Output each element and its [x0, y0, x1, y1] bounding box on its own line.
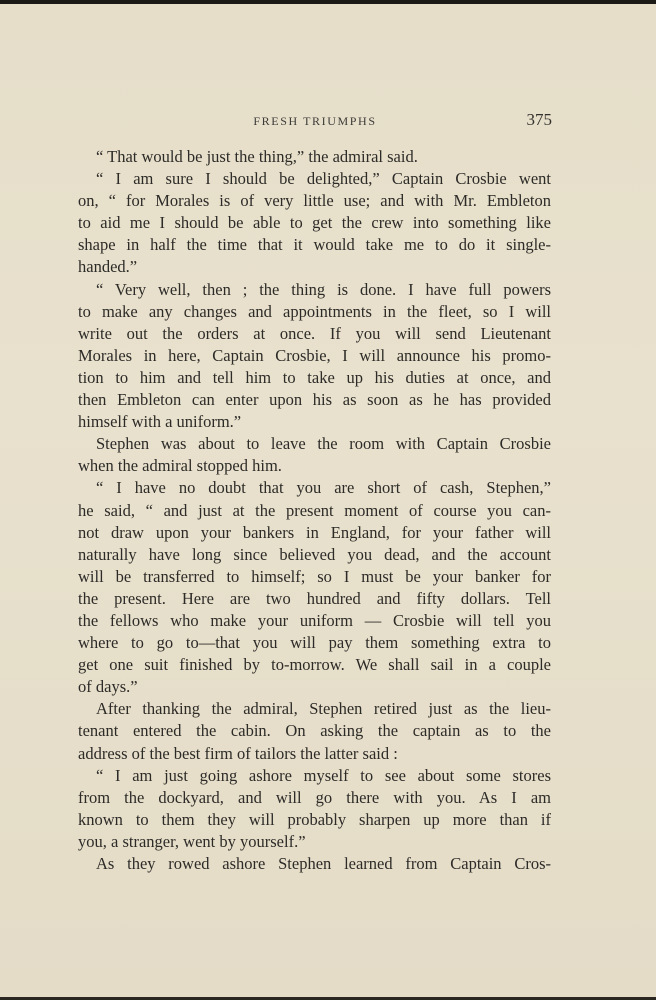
text-line: on, “ for Morales is of very little use; and with Mr. Embleton	[78, 191, 551, 211]
text-line: tenant entered the cabin. On asking the captain as to the	[78, 721, 551, 741]
text-line: write out the orders at once. If you will send Lieutenant	[78, 323, 551, 343]
text-line: “ That would be just the thing,” the admiral said.	[96, 147, 418, 166]
text-line: to make any changes and appointments in the fleet, so I will	[78, 301, 551, 321]
text-line: “ I am just going ashore myself to see about some stores	[96, 765, 551, 785]
text-line: where to go to—that you will pay them something extra to	[78, 633, 551, 653]
text-line: get one suit finished by to-morrow. We shall sail in a couple	[78, 655, 551, 675]
page-number: 375	[526, 110, 552, 129]
text-line: “ I have no doubt that you are short of cash, Stephen,”	[96, 478, 551, 498]
text-line: known to them they will probably sharpen up more than if	[78, 809, 551, 829]
text-line: address of the best firm of tailors the latter said :	[78, 743, 398, 763]
text-line: As they rowed ashore Stephen learned from Captain Cros-	[96, 854, 551, 873]
running-title: FRESH TRIUMPHS	[253, 114, 377, 128]
text-line: tion to him and tell him to take up his duties at once, and	[78, 367, 551, 387]
body-text	[78, 146, 551, 875]
text-line: naturally have long since believed you dead, and the account	[78, 544, 551, 564]
text-line: he said, “ and just at the present moment of course you can-	[78, 500, 551, 520]
text-line: Stephen was about to leave the room with Captain Crosbie	[96, 434, 551, 454]
text-line: the present. Here are two hundred and fifty dollars. Tell	[78, 588, 551, 608]
text-line: from the dockyard, and will go there with you. As I am	[78, 787, 551, 807]
text-line: After thanking the admiral, Stephen retired just as the lieu-	[96, 699, 551, 719]
text-line: when the admiral stopped him.	[78, 456, 282, 476]
text-line: “ Very well, then ; the thing is done. I have full powers	[96, 279, 551, 299]
text-line: himself with a uniform.”	[78, 412, 242, 432]
text-line: shape in half the time that it would take me to do it single-	[78, 235, 551, 255]
text-line: handed.”	[78, 257, 138, 277]
text-line: Morales in here, Captain Crosbie, I will announce his promo-	[78, 345, 551, 365]
text-line: will be transferred to himself; so I must be your banker for	[78, 566, 551, 586]
text-line: the fellows who make your uniform — Crosbie will tell you	[78, 610, 551, 630]
text-line: of days.”	[78, 677, 138, 697]
text-line: then Embleton can enter upon his as soon as he has provided	[78, 390, 551, 410]
page-header	[78, 110, 552, 130]
text-line: “ I am sure I should be delighted,” Captain Crosbie went	[96, 169, 551, 189]
text-line: you, a stranger, went by yourself.”	[78, 831, 306, 851]
text-line: not draw upon your bankers in England, for your father will	[78, 522, 551, 542]
text-line: to aid me I should be able to get the crew into something like	[78, 213, 551, 233]
